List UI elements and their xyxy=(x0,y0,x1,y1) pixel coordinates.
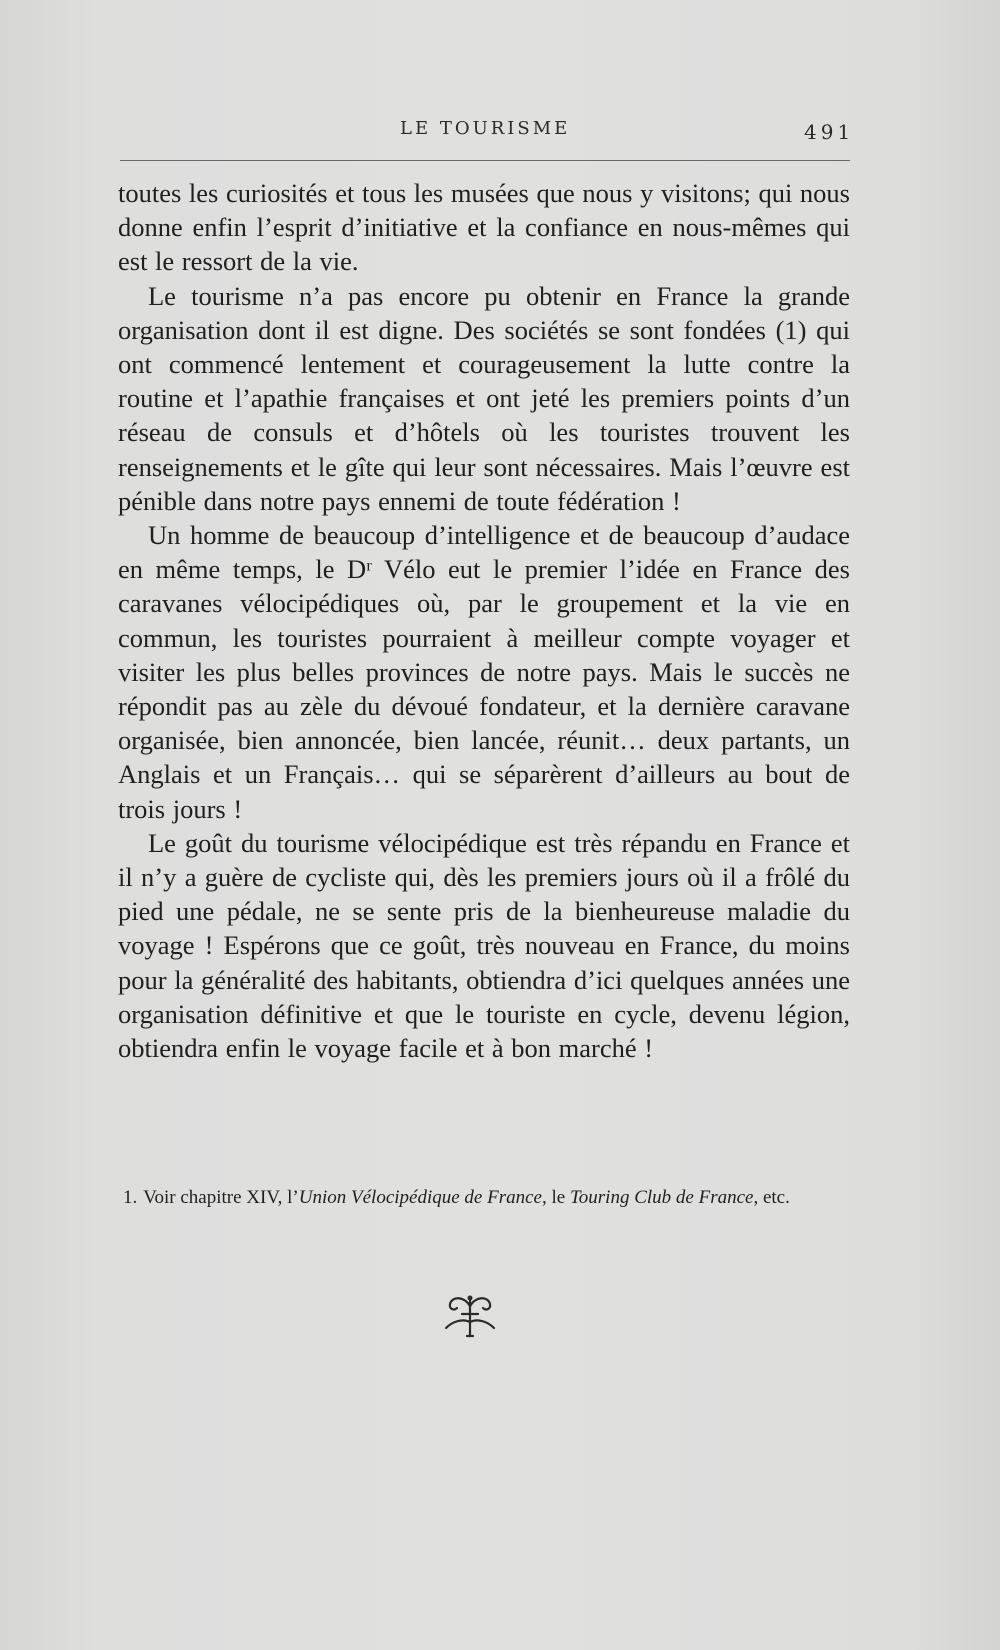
footnote-italic-title: Union Vélocipédique de France xyxy=(298,1187,542,1208)
paragraph: Le goût du tourisme vélocipédique est très répandu en France et il n’y a guère de cycliste qui, dès les premiers jours où il a frôlé du pied une pédale, ne se sente pris de la bienheureuse maladie du voyage ! Espérons que ce goût, très nouveau en France, du moins pour la généralité des habitants, obtiendra d’ici quelques années une organisation définitive et que le touriste en cycle, devenu légion, obtiendra enfin le voyage facile et à bon marché ! xyxy=(118,827,850,1064)
footnote-text: Voir chapitre XIV, l’ xyxy=(143,1187,299,1208)
body-text xyxy=(118,176,850,1065)
page-number: 491 xyxy=(804,120,855,144)
footnote-number: 1. xyxy=(123,1187,138,1208)
fleuron-ornament-icon xyxy=(440,1292,500,1342)
paragraph: toutes les curiosités et tous les musées que nous y visitons; qui nous donne enfin l’esprit d’initiative et la confiance en nous-mêmes qui est le ressort de la vie. xyxy=(118,178,850,277)
footnote-italic-title: Touring Club de France xyxy=(569,1187,754,1208)
paragraph: Un homme de beaucoup d’intelligence et de beaucoup d’audace en même temps, le Dʳ Vélo eut le premier l’idée en France des caravanes vélocipédiques où, par le groupement et la vie en commun, les touristes pourraient à meilleur compte voyager et visiter les plus belles provinces de notre pays. Mais le succès ne répondit pas au zèle du dévoué fondateur, et la dernière caravane organisée, bien annoncée, bien lancée, réunit… deux partants, un Anglais et un Français… qui se séparèrent d’ailleurs au bout de trois jours ! xyxy=(118,520,850,824)
footnote xyxy=(118,1186,850,1210)
paragraph: Le tourisme n’a pas encore pu obtenir en France la grande organisation dont il est digne. Des sociétés se sont fondées (1) qui ont commencé lentement et courageusement la lutte contre la routine et l’apathie françaises et ont jeté les premiers points d’un réseau de consuls et d’hôtels où les touristes trouvent les renseignements et le gîte qui leur sont nécessaires. Mais l’œuvre est pénible dans notre pays ennemi de toute fédération ! xyxy=(118,280,850,516)
header-rule xyxy=(120,160,850,161)
footnote-text: , etc. xyxy=(753,1187,790,1208)
footnote-text: , le xyxy=(541,1187,570,1208)
running-title: LE TOURISME xyxy=(400,118,571,139)
